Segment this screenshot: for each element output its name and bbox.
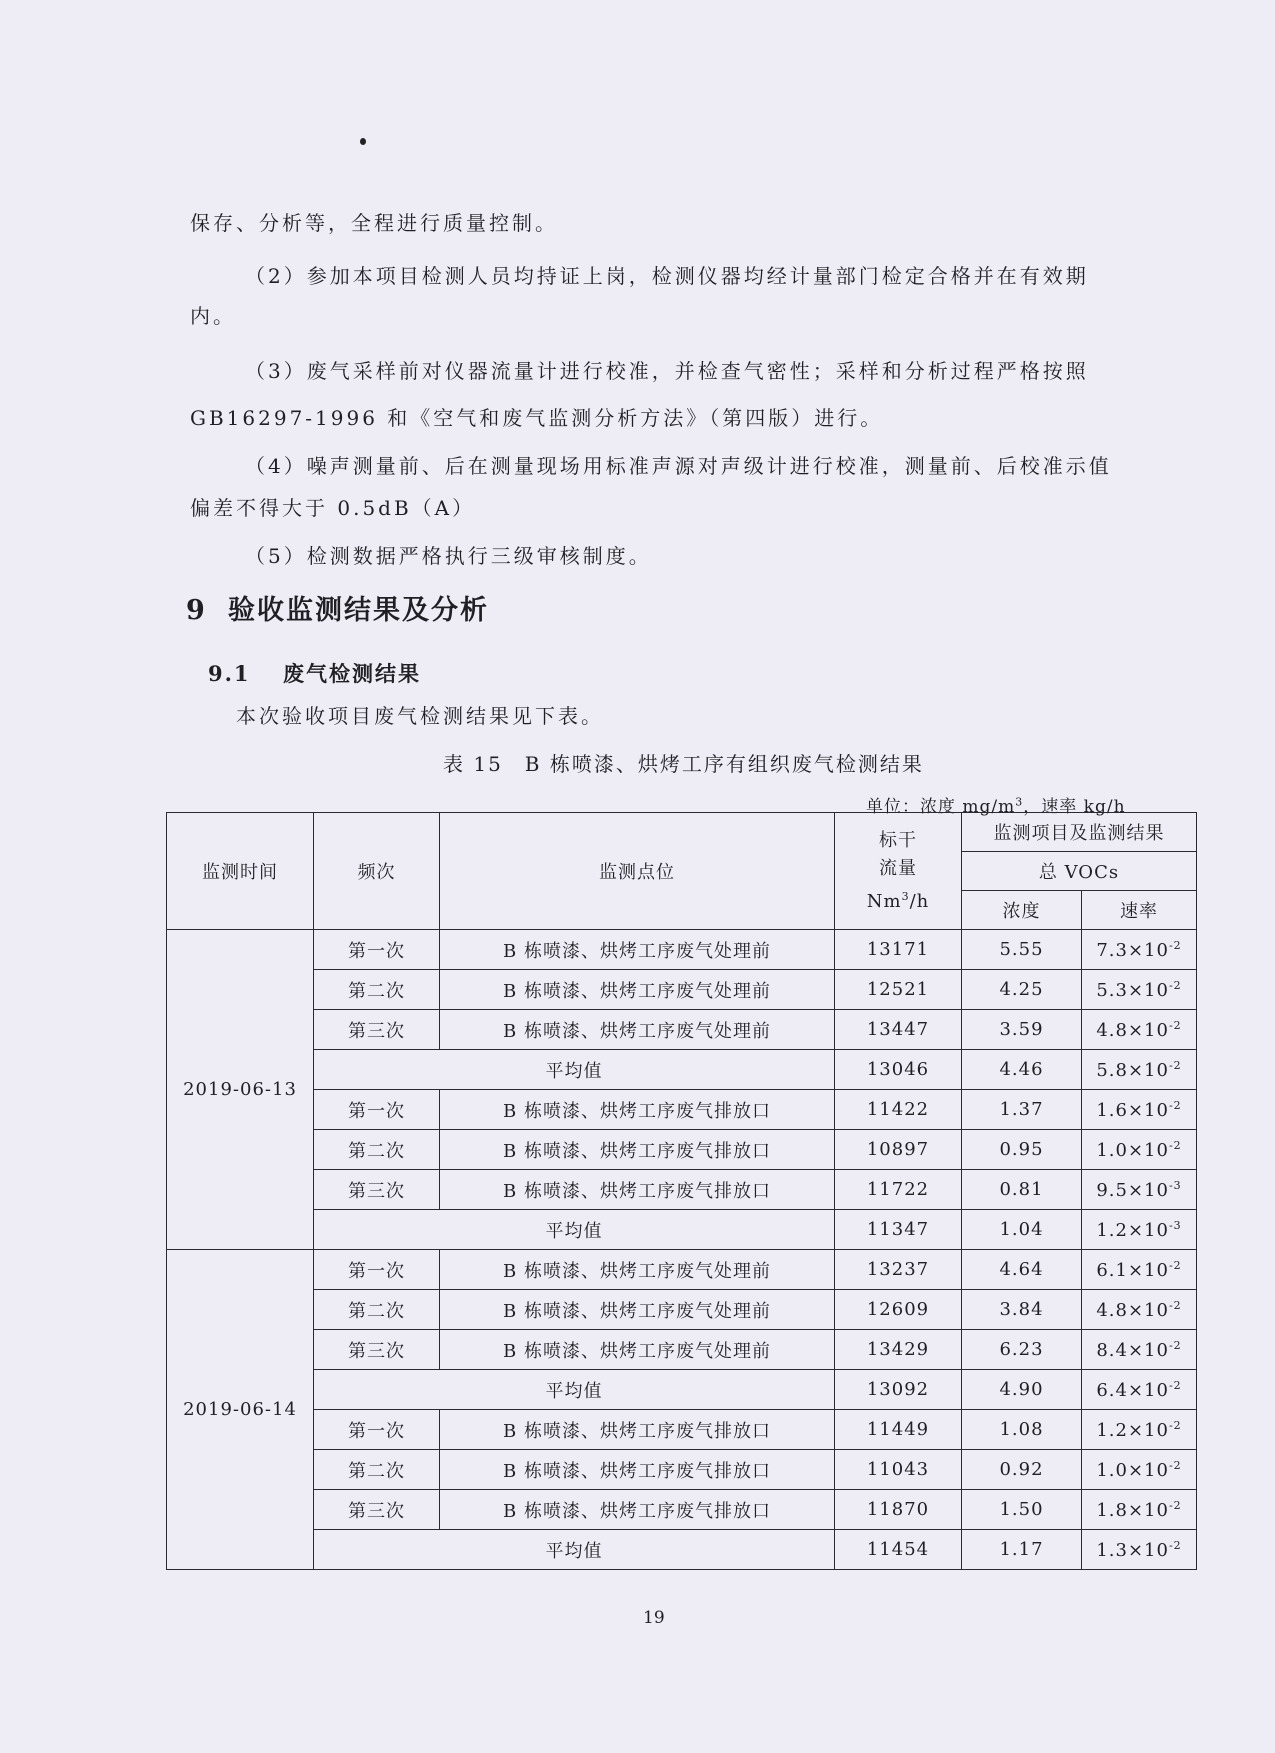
header-concentration: 浓度 [962,891,1082,930]
table-row [167,1290,1197,1330]
subsection-number: 9.1 [208,661,251,686]
average-label-cell: 平均值 [314,1050,835,1090]
table-row [167,1210,1197,1250]
page-number: 19 [643,1608,665,1628]
concentration-cell: 1.08 [962,1410,1082,1450]
header-frequency: 频次 [314,813,440,930]
flow-cell: 11422 [835,1090,962,1130]
table-row [167,1490,1197,1530]
flow-cell: 13046 [835,1050,962,1090]
rate-exponent: -2 [1168,1378,1182,1392]
header-result: 监测项目及监测结果 [962,813,1197,852]
frequency-cell: 第一次 [314,1410,440,1450]
rate-exponent: -3 [1168,1178,1182,1192]
flow-cell: 13429 [835,1330,962,1370]
flow-cell: 11043 [835,1450,962,1490]
rate-mantissa: 6.1×10 [1096,1259,1169,1281]
table-row [167,1530,1197,1570]
rate-cell [1082,970,1197,1010]
point-cell: B 栋喷漆、烘烤工序废气排放口 [440,1450,835,1490]
concentration-cell: 0.92 [962,1450,1082,1490]
point-cell: B 栋喷漆、烘烤工序废气处理前 [440,1250,835,1290]
concentration-cell: 4.46 [962,1050,1082,1090]
table-row [167,1330,1197,1370]
paragraph-line: 偏差不得大于 0.5dB（A） [190,496,476,520]
rate-mantissa: 1.0×10 [1096,1459,1169,1481]
date-cell: 2019-06-14 [167,1250,314,1570]
rate-mantissa: 1.2×10 [1096,1219,1169,1241]
average-label-cell: 平均值 [314,1530,835,1570]
table-row [167,1170,1197,1210]
table-row [167,1010,1197,1050]
flow-cell: 10897 [835,1130,962,1170]
point-cell: B 栋喷漆、烘烤工序废气排放口 [440,1490,835,1530]
flow-cell: 13447 [835,1010,962,1050]
rate-mantissa: 1.0×10 [1096,1139,1169,1161]
point-cell: B 栋喷漆、烘烤工序废气处理前 [440,1010,835,1050]
rate-cell [1082,1530,1197,1570]
rate-cell [1082,1210,1197,1250]
rate-mantissa: 9.5×10 [1096,1179,1169,1201]
frequency-cell: 第二次 [314,1450,440,1490]
concentration-cell: 1.50 [962,1490,1082,1530]
concentration-cell: 3.59 [962,1010,1082,1050]
concentration-cell: 4.90 [962,1370,1082,1410]
concentration-cell: 4.64 [962,1250,1082,1290]
frequency-cell: 第二次 [314,1290,440,1330]
frequency-cell: 第三次 [314,1010,440,1050]
rate-exponent: -2 [1168,978,1182,992]
paragraph-line: （4）噪声测量前、后在测量现场用标准声源对声级计进行校准，测量前、后校准示值 [245,454,1112,478]
paragraph-line: 保存、分析等，全程进行质量控制。 [190,211,558,235]
rate-cell [1082,1450,1197,1490]
rate-cell [1082,1370,1197,1410]
flow-cell: 11454 [835,1530,962,1570]
point-cell: B 栋喷漆、烘烤工序废气处理前 [440,970,835,1010]
flow-cell: 11722 [835,1170,962,1210]
header-item: 总 VOCs [962,852,1197,891]
rate-mantissa: 1.6×10 [1096,1099,1169,1121]
flow-cell: 12609 [835,1290,962,1330]
average-label-cell: 平均值 [314,1370,835,1410]
table-row [167,1450,1197,1490]
subsection-heading [208,658,421,688]
rate-exponent: -2 [1168,1058,1182,1072]
rate-exponent: -2 [1168,1298,1182,1312]
point-cell: B 栋喷漆、烘烤工序废气排放口 [440,1170,835,1210]
header-flow-line3 [835,883,961,916]
rate-exponent: -2 [1168,1418,1182,1432]
rate-exponent: -3 [1168,1218,1182,1232]
date-cell: 2019-06-13 [167,930,314,1250]
ink-dot [360,138,366,145]
flow-unit-sup: 3 [901,889,910,903]
concentration-cell: 1.17 [962,1530,1082,1570]
rate-cell [1082,1410,1197,1450]
rate-mantissa: 1.8×10 [1096,1499,1169,1521]
point-cell: B 栋喷漆、烘烤工序废气排放口 [440,1410,835,1450]
point-cell: B 栋喷漆、烘烤工序废气排放口 [440,1130,835,1170]
flow-unit-base: Nm [866,890,902,912]
rate-mantissa: 8.4×10 [1096,1339,1169,1361]
rate-cell [1082,1290,1197,1330]
header-flow-line2: 流量 [879,857,917,879]
frequency-cell: 第二次 [314,970,440,1010]
header-time: 监测时间 [167,813,314,930]
rate-mantissa: 7.3×10 [1096,939,1169,961]
section-number: 9 [186,595,207,626]
rate-exponent: -2 [1168,1018,1182,1032]
concentration-cell: 1.04 [962,1210,1082,1250]
section-heading [186,588,489,627]
rate-mantissa: 4.8×10 [1096,1299,1169,1321]
rate-cell [1082,1010,1197,1050]
header-rate: 速率 [1082,891,1197,930]
concentration-cell: 0.95 [962,1130,1082,1170]
concentration-cell: 3.84 [962,1290,1082,1330]
rate-cell [1082,930,1197,970]
rate-exponent: -2 [1168,1338,1182,1352]
rate-mantissa: 4.8×10 [1096,1019,1169,1041]
rate-exponent: -2 [1168,1498,1182,1512]
table-row [167,930,1197,970]
frequency-cell: 第三次 [314,1330,440,1370]
rate-mantissa: 6.4×10 [1096,1379,1169,1401]
unit-note-sup: 3 [1015,795,1024,809]
frequency-cell: 第一次 [314,930,440,970]
flow-cell: 11347 [835,1210,962,1250]
paragraph-line: 内。 [190,304,236,328]
rate-cell [1082,1330,1197,1370]
rate-exponent: -2 [1168,1538,1182,1552]
average-label-cell: 平均值 [314,1210,835,1250]
flow-unit-tail: /h [909,890,930,912]
unit-note-text: 单位：浓度 mg/m [866,797,1016,817]
unit-note-text-2: ，速率 kg/h [1023,797,1126,817]
table-caption: 表 15 B 栋喷漆、烘烤工序有组织废气检测结果 [443,752,924,776]
table-row [167,1370,1197,1410]
rate-exponent: -2 [1168,1138,1182,1152]
paragraph-line: （3）废气采样前对仪器流量计进行校准，并检查气密性；采样和分析过程严格按照 [245,359,1089,383]
header-point: 监测点位 [440,813,835,930]
paragraph-line: GB16297-1996 和《空气和废气监测分析方法》（第四版）进行。 [190,406,884,430]
rate-mantissa: 1.3×10 [1096,1539,1169,1561]
rate-cell [1082,1490,1197,1530]
point-cell: B 栋喷漆、烘烤工序废气排放口 [440,1090,835,1130]
flow-cell: 13171 [835,930,962,970]
rate-exponent: -2 [1168,938,1182,952]
body-text: 本次验收项目废气检测结果见下表。 [236,704,604,728]
paragraph-line: （5）检测数据严格执行三级审核制度。 [245,544,652,568]
frequency-cell: 第一次 [314,1090,440,1130]
frequency-cell: 第三次 [314,1170,440,1210]
subsection-title: 废气检测结果 [283,661,421,686]
rate-mantissa: 5.3×10 [1096,979,1169,1001]
frequency-cell: 第三次 [314,1490,440,1530]
header-flow-line1: 标干 [879,829,917,851]
section-title: 验收监测结果及分析 [228,595,489,626]
point-cell: B 栋喷漆、烘烤工序废气处理前 [440,1290,835,1330]
rate-exponent: -2 [1168,1258,1182,1272]
frequency-cell: 第二次 [314,1130,440,1170]
flow-cell: 13092 [835,1370,962,1410]
rate-cell [1082,1250,1197,1290]
flow-cell: 13237 [835,1250,962,1290]
table-row [167,970,1197,1010]
table-row [167,1410,1197,1450]
rate-cell [1082,1090,1197,1130]
table-row [167,1130,1197,1170]
rate-cell [1082,1050,1197,1090]
table-row [167,1090,1197,1130]
frequency-cell: 第一次 [314,1250,440,1290]
rate-exponent: -2 [1168,1458,1182,1472]
rate-exponent: -2 [1168,1098,1182,1112]
concentration-cell: 6.23 [962,1330,1082,1370]
paragraph-line: （2）参加本项目检测人员均持证上岗，检测仪器均经计量部门检定合格并在有效期 [245,264,1089,288]
rate-cell [1082,1170,1197,1210]
header-flow [835,813,962,930]
point-cell: B 栋喷漆、烘烤工序废气处理前 [440,1330,835,1370]
flow-cell: 12521 [835,970,962,1010]
point-cell: B 栋喷漆、烘烤工序废气处理前 [440,930,835,970]
flow-cell: 11449 [835,1410,962,1450]
table-row [167,1250,1197,1290]
rate-mantissa: 1.2×10 [1096,1419,1169,1441]
concentration-cell: 1.37 [962,1090,1082,1130]
concentration-cell: 0.81 [962,1170,1082,1210]
table-row [167,1050,1197,1090]
rate-cell [1082,1130,1197,1170]
concentration-cell: 4.25 [962,970,1082,1010]
rate-mantissa: 5.8×10 [1096,1059,1169,1081]
results-table [166,812,1197,1570]
concentration-cell: 5.55 [962,930,1082,970]
flow-cell: 11870 [835,1490,962,1530]
